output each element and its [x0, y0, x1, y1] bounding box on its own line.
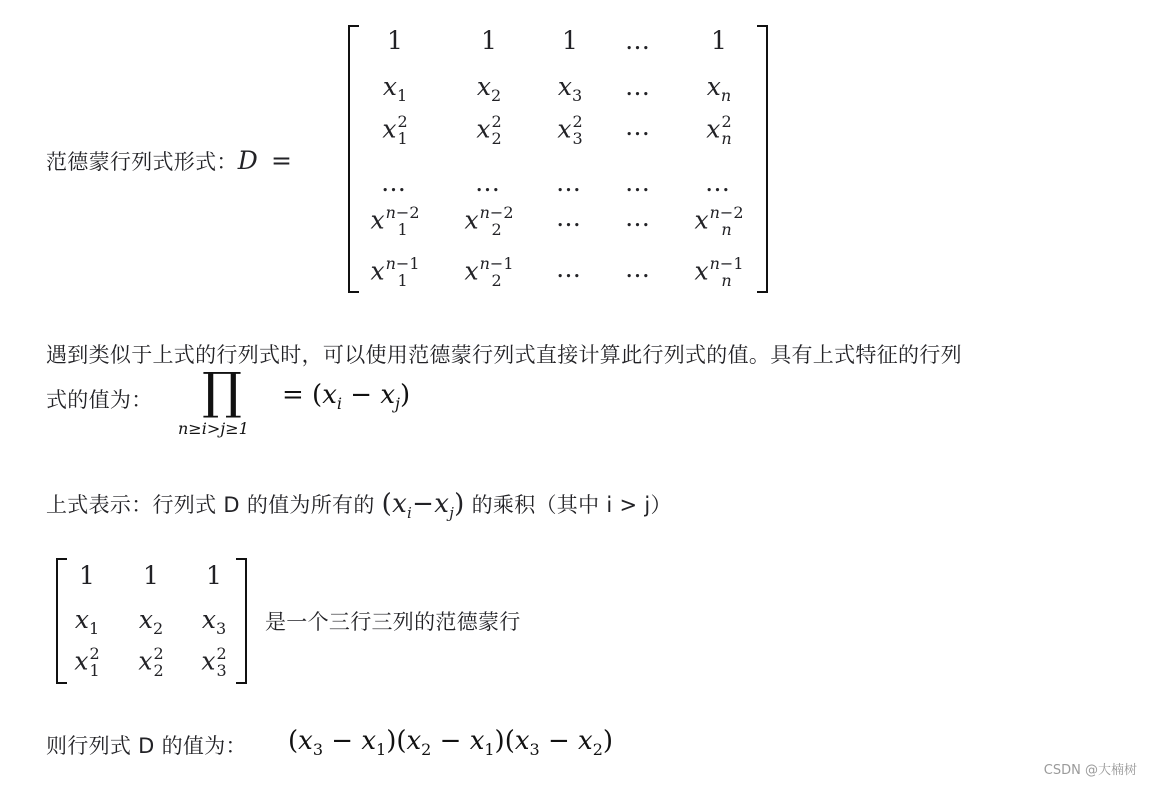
- explanation-prefix: 上式表示：行列式 D 的值为所有的: [46, 493, 375, 517]
- explanation-suffix: 的乘积（其中 i > j）: [471, 493, 672, 517]
- small-matrix-cell-r2-c1: $x_1$: [74, 605, 100, 638]
- big-matrix-cell-r4-c5: …: [705, 168, 733, 197]
- product-limits-text: n≥i>j≥1: [178, 419, 249, 438]
- big-matrix-cell-r1-c5: 1: [711, 26, 727, 55]
- result-label: 则行列式 D 的值为：: [46, 734, 247, 758]
- big-matrix-cell-r1-c3: 1: [562, 26, 578, 55]
- big-matrix-cell-r4-c1: …: [381, 168, 409, 197]
- big-matrix-right-bracket: [757, 25, 768, 293]
- small-matrix-cell-r3-c1: x 2 1: [74, 644, 100, 680]
- big-matrix-cell-r3-c4: …: [625, 112, 653, 141]
- big-matrix-cell-r3-c5: x 2 n: [706, 112, 732, 148]
- big-matrix-cell-r5-c5: x n−2 n: [694, 203, 744, 239]
- big-matrix-cell-r4-c2: …: [475, 168, 503, 197]
- big-matrix-cell-r5-c3: …: [556, 203, 584, 232]
- big-matrix-cell-r4-c4: …: [625, 168, 653, 197]
- small-matrix-cell-r1-c1: 1: [79, 561, 95, 590]
- big-matrix-left-bracket: [348, 25, 359, 293]
- big-matrix-cell-r2-c5: $x_n$: [706, 72, 732, 105]
- big-matrix-cell-r3-c1: x 2 1: [382, 112, 408, 148]
- big-matrix-cell-r1-c4: …: [625, 26, 653, 55]
- big-matrix-cell-r6-c3: …: [556, 254, 584, 283]
- small-matrix-cell-r3-c3: x 2 3: [201, 644, 227, 680]
- big-matrix-cell-r1-c2: 1: [481, 26, 497, 55]
- big-matrix-cell-r3-c3: x 2 3: [557, 112, 583, 148]
- product-limits: [178, 419, 249, 438]
- small-matrix-caption: 是一个三行三列的范德蒙行: [265, 610, 521, 634]
- small-matrix-cell-r1-c2: 1: [143, 561, 159, 590]
- product-formula: = $(x_i - x_j)$: [282, 380, 411, 414]
- small-matrix-cell-r2-c2: $x_2$: [138, 605, 164, 638]
- csdn-watermark: CSDN @大楠树: [1043, 763, 1137, 778]
- result-formula: $(x_3 - x_1)(x_2 - x_1)(x_3 - x_2)$: [288, 726, 614, 760]
- small-matrix-cell-r3-c2: x 2 2: [138, 644, 164, 680]
- equals-sign: =: [271, 146, 293, 175]
- big-matrix-cell-r2-c2: $x_2$: [476, 72, 502, 105]
- big-matrix-cell-r5-c4: …: [625, 203, 653, 232]
- big-matrix-cell-r2-c4: …: [625, 72, 653, 101]
- vandermonde-label: [46, 146, 292, 176]
- big-matrix-cell-r6-c5: x n−1 n: [694, 254, 744, 290]
- big-matrix-cell-r6-c4: …: [625, 254, 653, 283]
- big-matrix-cell-r4-c3: …: [556, 168, 584, 197]
- vandermonde-label-text: 范德蒙行列式形式：: [46, 150, 238, 174]
- big-matrix-cell-r2-c1: $x_1$: [382, 72, 408, 105]
- small-matrix-cell-r1-c3: 1: [206, 561, 222, 590]
- big-matrix-cell-r3-c2: x 2 2: [476, 112, 502, 148]
- big-matrix-cell-r5-c1: x n−2 1: [370, 203, 420, 239]
- big-matrix-cell-r6-c2: x n−1 2: [464, 254, 514, 290]
- big-matrix-cell-r2-c3: $x_3$: [557, 72, 583, 105]
- explanation-line: [46, 489, 672, 523]
- explanation-formula: $(x_i-x_j)$: [381, 489, 465, 523]
- lhs-variable: D: [237, 146, 259, 175]
- paragraph-line-a: 遇到类似于上式的行列式时，可以使用范德蒙行列式直接计算此行列式的值。具有上式特征的行列: [46, 343, 962, 367]
- product-symbol: ∏: [202, 362, 242, 420]
- big-matrix-cell-r6-c1: x n−1 1: [370, 254, 420, 290]
- paragraph-line-b: 式的值为：: [46, 388, 153, 412]
- small-matrix-cell-r2-c3: $x_3$: [201, 605, 227, 638]
- big-matrix-cell-r5-c2: x n−2 2: [464, 203, 514, 239]
- big-matrix-cell-r1-c1: 1: [387, 26, 403, 55]
